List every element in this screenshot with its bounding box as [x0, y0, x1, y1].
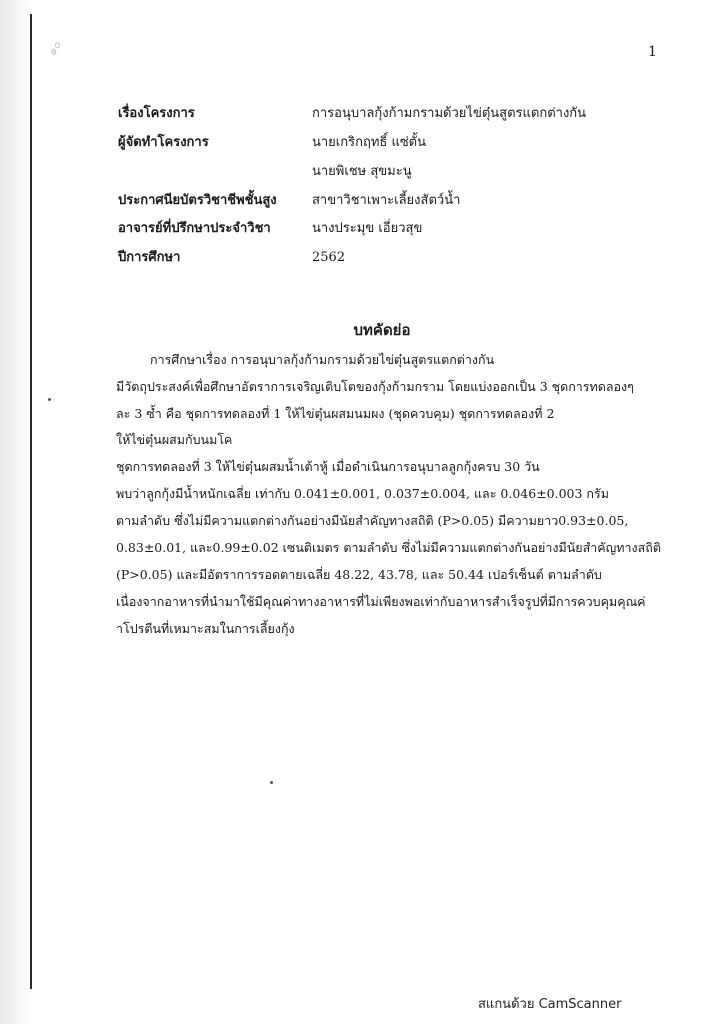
info-value: การอนุบาลกุ้งก้ามกรามด้วยไข่ตุ๋นสูตรแตกต่างกัน — [312, 106, 587, 121]
abstract-line: พบว่าลูกกุ้งมีน้ำหนักเฉลี่ย เท่ากับ 0.041±0.001, 0.037±0.004, และ 0.046±0.003 กรัม — [116, 486, 609, 501]
info-label: เรื่องโครงการ — [118, 106, 195, 121]
abstract-line: ตามลำดับ ซึ่งไม่มีความแตกต่างกันอย่างมีนัยสำคัญทางสถิติ (P>0.05) มีความยาว0.93±0.05, — [116, 513, 629, 528]
scanner-watermark: สแกนด้วย CamScanner — [478, 997, 622, 1012]
abstract-line: ละ 3 ซ้ำ คือ ชุดการทดลองที่ 1 ให้ไข่ตุ๋นผสมนมผง (ชุดควบคุม) ชุดการทดลองที่ 2 — [116, 406, 555, 421]
abstract-line: ให้ไข่ตุ๋นผสมกับนมโค — [116, 432, 233, 447]
info-label: ปีการศึกษา — [118, 250, 181, 265]
info-label: ผู้จัดทำโครงการ — [118, 135, 209, 150]
abstract-line: เนื่องจากอาหารที่นำมาใช้มีคุณค่าทางอาหารที่ไม่เพียงพอเท่ากับอาหารสำเร็จรูปที่มีการควบคุมคุณค่ — [116, 594, 646, 609]
info-value: นายพิเชษ สุขมะนู — [312, 164, 412, 179]
info-value: นางประมุข เอี่ยวสุข — [312, 221, 423, 236]
abstract-line: ชุดการทดลองที่ 3 ให้ไข่ตุ๋นผสมน้ำเต้าหู้ เมื่อดำเนินการอนุบาลลูกกุ้งครบ 30 วัน — [116, 459, 540, 474]
speck — [270, 781, 273, 784]
abstract-title: บทคัดย่อ — [353, 321, 411, 339]
info-value: 2562 — [312, 250, 346, 265]
page-number: 1 — [648, 44, 657, 60]
speck — [48, 398, 51, 401]
abstract-line: การศึกษาเรื่อง การอนุบาลกุ้งก้ามกรามด้วยไข่ตุ๋นสูตรแตกต่างกัน — [150, 352, 495, 367]
info-value: สาขาวิชาเพาะเลี้ยงสัตว์น้ำ — [312, 193, 461, 208]
page-shadow — [0, 0, 34, 1024]
info-value: นายเกริกฤทธิ์ แซ่ตั้น — [312, 135, 427, 150]
abstract-line: าโปรตีนที่เหมาะสมในการเลี้ยงกุ้ง — [116, 621, 295, 636]
abstract-line: (P>0.05) และมีอัตราการรอดตายเฉลี่ย 48.22, 43.78, และ 50.44 เปอร์เซ็นต์ ตามลำดับ — [116, 567, 602, 582]
page-edge — [30, 14, 32, 989]
margin-mark: ๑๐ — [44, 38, 64, 59]
info-label: ประกาศนียบัตรวิชาชีพชั้นสูง — [118, 193, 277, 208]
abstract-line: มีวัตถุประสงค์เพื่อศึกษาอัตราการเจริญเติบโตของกุ้งก้ามกราม โดยแบ่งออกเป็น 3 ชุดการทดลองๆ — [116, 379, 634, 394]
info-label: อาจารย์ที่ปรึกษาประจำวิชา — [118, 221, 271, 236]
abstract-line: 0.83±0.01, และ0.99±0.02 เซนติเมตร ตามลำดับ ซึ่งไม่มีความแตกต่างกันอย่างมีนัยสำคัญทางสถิติ — [116, 540, 661, 555]
